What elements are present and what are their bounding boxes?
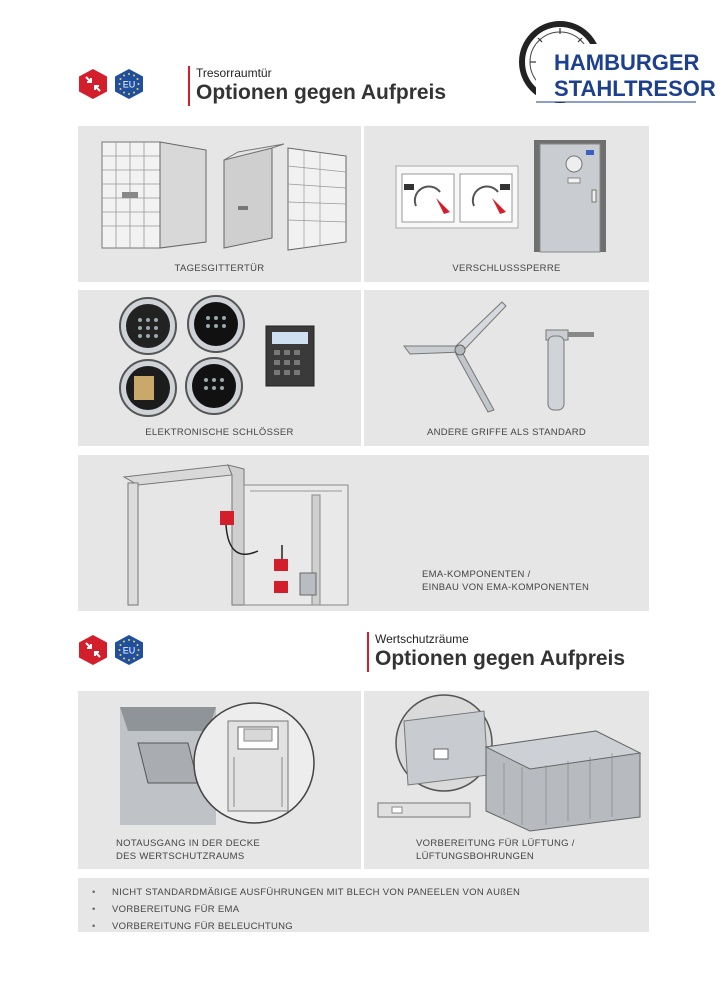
section1-title-block — [188, 66, 446, 106]
caption-andere-griffe: ANDERE GRIFFE ALS STANDARD — [426, 427, 587, 438]
section1-badges — [78, 68, 144, 100]
panel-andere-griffe — [364, 290, 649, 446]
section1-subtitle: Tresorraumtür — [196, 66, 272, 80]
emergency-exit-illustration — [78, 691, 361, 831]
caption-elektronische-schloesser: ELEKTRONISCHE SCHLÖSSER — [145, 427, 294, 438]
list-item: • NICHT STANDARDMÄßIGE AUSFÜHRUNGEN MIT BLECH VON PANEELEN VON AUßEN — [90, 884, 649, 901]
logo-line1: HAMBURGER — [554, 50, 700, 75]
gate-door-illustration — [78, 126, 361, 256]
panel-lueftung — [364, 691, 649, 869]
options-bullet-list — [78, 878, 649, 932]
section2-title: Optionen gegen Aufpreis — [375, 647, 626, 670]
caption-lueftung-line2: LÜFTUNGSBOHRUNGEN — [416, 851, 535, 862]
handles-illustration — [364, 290, 649, 420]
eu-badge-icon — [114, 68, 144, 100]
list-item: • VORBEREITUNG FÜR BELEUCHTUNG — [90, 918, 649, 935]
panel-tagesgittertuer — [78, 126, 361, 282]
ventilation-illustration — [364, 691, 649, 831]
caption-notausgang-line1: NOTAUSGANG IN DER DECKE — [116, 838, 260, 849]
lock-diagram-illustration — [364, 126, 649, 256]
svg-text:EU: EU — [122, 645, 136, 656]
caption-verschlusssperre: VERSCHLUSSSPERRE — [452, 263, 561, 274]
caption-lueftung-line1: VORBEREITUNG FÜR LÜFTUNG / — [416, 838, 575, 849]
section2-badges — [78, 634, 144, 666]
eu-badge-icon — [114, 634, 144, 666]
section2-subtitle: Wertschutzräume — [375, 632, 469, 646]
caption-tagesgittertuer: TAGESGITTERTÜR — [174, 263, 265, 274]
section2-title-block — [367, 632, 625, 672]
svg-text:EU: EU — [122, 79, 136, 90]
caption-notausgang-line2: DES WERTSCHUTZRAUMS — [116, 851, 245, 862]
panel-ema-komponenten — [78, 455, 649, 611]
panel-verschlusssperre — [364, 126, 649, 282]
company-logo — [520, 18, 716, 106]
caption-ema-line2: EINBAU VON EMA-KOMPONENTEN — [422, 582, 590, 593]
list-item: • VORBEREITUNG FÜR EMA — [90, 901, 649, 918]
caption-ema-line1: EMA-KOMPONENTEN / — [422, 569, 531, 580]
electronic-locks-illustration — [78, 290, 361, 420]
ema-components-illustration — [78, 455, 378, 611]
compress-arrows-icon — [78, 634, 108, 666]
panel-elektronische-schloesser — [78, 290, 361, 446]
section1-title: Optionen gegen Aufpreis — [196, 81, 447, 104]
panel-notausgang — [78, 691, 361, 869]
compress-arrows-icon — [78, 68, 108, 100]
logo-line2: STAHLTRESOR — [554, 76, 716, 101]
